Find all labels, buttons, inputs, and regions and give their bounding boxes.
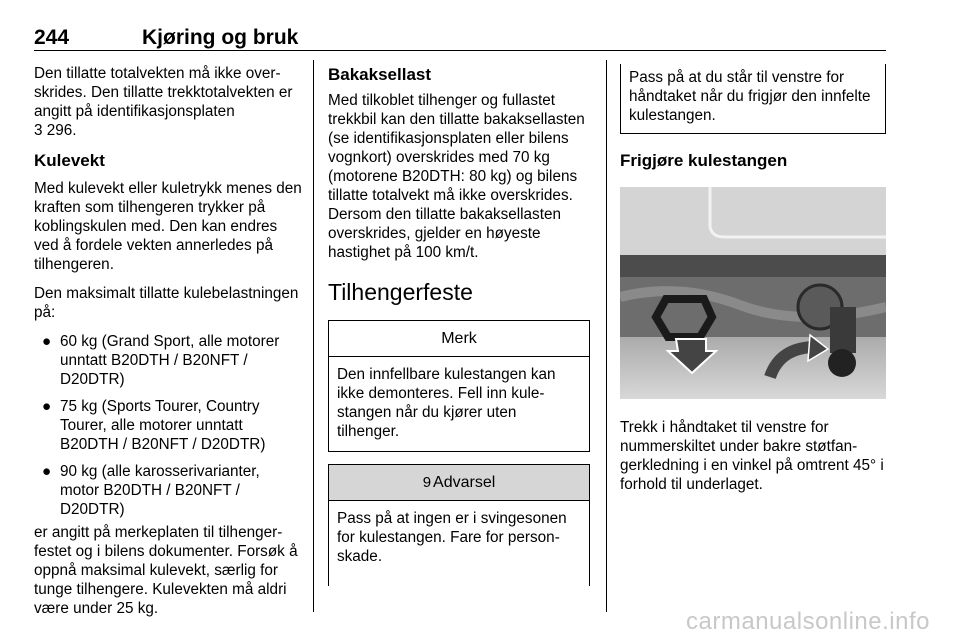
warning-text: Pass på at ingen er i svingesonen for kulestangen. Fare for personskade.: [337, 510, 567, 565]
column-3: [620, 64, 886, 504]
page-header: [34, 20, 886, 51]
chapter-title: Kjøring og bruk: [142, 26, 299, 49]
page-reference: 3 296.: [34, 122, 77, 139]
paragraph: Med kulevekt eller kuletrykk menes den kraften som tilhengeren trykker på koblingskulen med. Den kan endres ved å fordele vekten annerledes på tilhengeren.: [34, 180, 302, 273]
paragraph: er angitt på merkeplaten til tilhengerfestet og i bilens dokumenter. Forsøk å oppnå maksimal kulevekt, særlig for tunge tilhengere. Kulevekten må aldri være under 25 kg.: [34, 524, 298, 617]
heading-bakaksellast: Bakaksellast: [328, 65, 432, 84]
note-text: Den innfellbare kulestangen kan ikke demonteres. Fell inn kulestangen når du kjører uten tilhenger.: [337, 366, 556, 440]
heading-kulevekt: Kulevekt: [34, 151, 105, 170]
bullet-icon: ●: [42, 463, 52, 480]
bullet-icon: ●: [42, 398, 52, 415]
heading-tilhengerfeste: Tilhengerfeste: [328, 279, 473, 305]
bullet-icon: ●: [42, 333, 52, 350]
warning-header: [329, 465, 589, 501]
warning-icon: 9: [422, 474, 432, 491]
note-box: [328, 320, 590, 452]
paragraph: Den maksimalt tillatte kulebelastningen på:: [34, 285, 299, 321]
warning-box: [328, 464, 590, 586]
list-item: ● 90 kg (alle karosserivarianter, motor B20DTH / B20NFT / D20DTR): [42, 463, 260, 518]
caution-box: [620, 64, 886, 134]
column-divider-2: [606, 60, 607, 612]
paragraph: Den tillatte totalvekten må ikke overskrides. Den tillatte trekktotalvekten er angitt på identifikasjonsplaten 3 296.: [34, 65, 293, 139]
list-item: ● 75 kg (Sports Tourer, Country Tourer, alle motorer unntatt B20DTH / B20NFT / D20DTR): [42, 398, 266, 453]
heading-frigjore: Frigjøre kulestangen: [620, 151, 788, 170]
photo-caption: Trekk i håndtaket til venstre for nummerskiltet under bakre støtfangerkledning i en vinkel på omtrent 45° i forhold til underlaget.: [620, 419, 884, 493]
bullet-list: [34, 332, 302, 519]
caution-text: Pass på at du står til venstre for håndtaket når du frigjør den innfelte kulestangen.: [629, 69, 871, 124]
list-item: ● 60 kg (Grand Sport, alle motorer unntatt B20DTH / B20NFT / D20DTR): [42, 333, 280, 388]
paragraph: Med tilkoblet tilhenger og fullastet trekkbil kan den tillatte bakaksellasten (se identifikasjonsplaten eller bilens vognkort) overskrides med 70 kg (motorene B20DTH: 80 kg) og bilens tillatte totalvekt må ikke overskrides. Dersom den tillatte bakaksellasten overskrides, gjelder en høyeste hastighet på 100 km/t.: [328, 92, 585, 261]
tow-bar-release-photo: [620, 187, 886, 399]
column-divider-1: [313, 60, 314, 612]
page-number: 244: [34, 26, 70, 49]
watermark: carmanualsonline.info: [686, 608, 930, 635]
column-2: [328, 64, 590, 598]
column-1: [34, 64, 302, 628]
note-title: Merk: [329, 321, 589, 357]
warning-title: Advarsel: [433, 474, 496, 491]
